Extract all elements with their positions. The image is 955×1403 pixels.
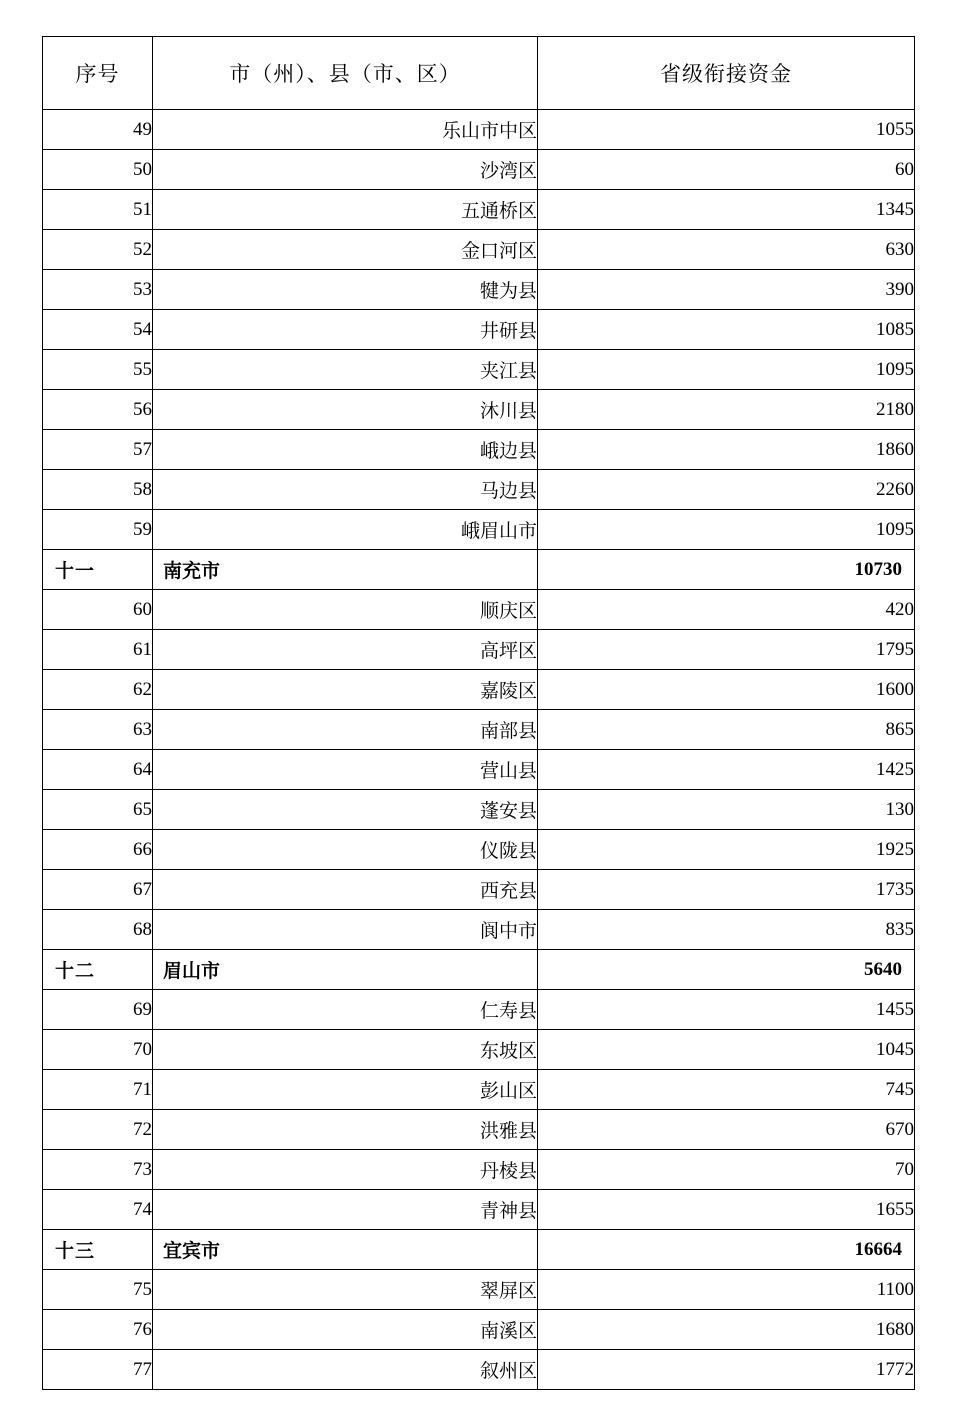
table-row — [43, 350, 915, 390]
cell-region-name: 沐川县 — [153, 390, 538, 430]
cell-region-name: 仪陇县 — [153, 830, 538, 870]
cell-region-name: 翠屏区 — [153, 1270, 538, 1310]
table-row — [43, 1270, 915, 1310]
cell-fund-amount: 670 — [538, 1110, 915, 1150]
cell-index: 73 — [43, 1150, 153, 1190]
cell-fund-amount: 1772 — [538, 1350, 915, 1390]
cell-index: 70 — [43, 1030, 153, 1070]
cell-index: 56 — [43, 390, 153, 430]
table-row — [43, 830, 915, 870]
table-row — [43, 310, 915, 350]
table-row — [43, 630, 915, 670]
cell-fund-amount: 420 — [538, 590, 915, 630]
cell-fund-amount: 1795 — [538, 630, 915, 670]
table-row — [43, 270, 915, 310]
table-row — [43, 1150, 915, 1190]
cell-fund-amount: 2260 — [538, 470, 915, 510]
cell-region-name: 宜宾市 — [153, 1230, 538, 1270]
table-row — [43, 470, 915, 510]
cell-region-name: 峨边县 — [153, 430, 538, 470]
cell-region-name: 马边县 — [153, 470, 538, 510]
cell-region-name: 洪雅县 — [153, 1110, 538, 1150]
cell-region-name: 乐山市中区 — [153, 110, 538, 150]
table-row — [43, 670, 915, 710]
cell-region-name: 阆中市 — [153, 910, 538, 950]
cell-fund-amount: 130 — [538, 790, 915, 830]
table-row — [43, 750, 915, 790]
cell-fund-amount: 1100 — [538, 1270, 915, 1310]
cell-index: 十三 — [43, 1230, 153, 1270]
cell-fund-amount: 865 — [538, 710, 915, 750]
column-header-index: 序号 — [43, 37, 153, 110]
table-row — [43, 1110, 915, 1150]
table-header-row — [43, 37, 915, 110]
table-row — [43, 150, 915, 190]
cell-index: 76 — [43, 1310, 153, 1350]
cell-region-name: 顺庆区 — [153, 590, 538, 630]
table-row — [43, 790, 915, 830]
cell-region-name: 夹江县 — [153, 350, 538, 390]
cell-region-name: 南充市 — [153, 550, 538, 590]
cell-region-name: 眉山市 — [153, 950, 538, 990]
table-row — [43, 190, 915, 230]
cell-index: 71 — [43, 1070, 153, 1110]
table-row — [43, 110, 915, 150]
cell-region-name: 南部县 — [153, 710, 538, 750]
column-header-name: 市（州）、县（市、区） — [153, 37, 538, 110]
cell-index: 72 — [43, 1110, 153, 1150]
cell-index: 63 — [43, 710, 153, 750]
cell-index: 75 — [43, 1270, 153, 1310]
table-row — [43, 590, 915, 630]
table-row — [43, 710, 915, 750]
cell-index: 54 — [43, 310, 153, 350]
cell-fund-amount: 1735 — [538, 870, 915, 910]
cell-index: 77 — [43, 1350, 153, 1390]
cell-region-name: 南溪区 — [153, 1310, 538, 1350]
cell-region-name: 营山县 — [153, 750, 538, 790]
table-row — [43, 990, 915, 1030]
table-row — [43, 1070, 915, 1110]
cell-index: 51 — [43, 190, 153, 230]
table-group-row — [43, 1230, 915, 1270]
cell-index: 65 — [43, 790, 153, 830]
cell-region-name: 丹棱县 — [153, 1150, 538, 1190]
table-row — [43, 510, 915, 550]
cell-fund-amount: 1085 — [538, 310, 915, 350]
cell-region-name: 仁寿县 — [153, 990, 538, 1030]
cell-index: 69 — [43, 990, 153, 1030]
cell-region-name: 井研县 — [153, 310, 538, 350]
cell-fund-amount: 1095 — [538, 510, 915, 550]
cell-region-name: 叙州区 — [153, 1350, 538, 1390]
cell-fund-amount: 630 — [538, 230, 915, 270]
cell-region-name: 蓬安县 — [153, 790, 538, 830]
cell-index: 60 — [43, 590, 153, 630]
cell-fund-amount: 5640 — [538, 950, 915, 990]
cell-fund-amount: 16664 — [538, 1230, 915, 1270]
cell-fund-amount: 390 — [538, 270, 915, 310]
cell-index: 59 — [43, 510, 153, 550]
cell-region-name: 金口河区 — [153, 230, 538, 270]
cell-index: 61 — [43, 630, 153, 670]
cell-region-name: 峨眉山市 — [153, 510, 538, 550]
cell-region-name: 嘉陵区 — [153, 670, 538, 710]
cell-region-name: 青神县 — [153, 1190, 538, 1230]
cell-index: 52 — [43, 230, 153, 270]
cell-fund-amount: 2180 — [538, 390, 915, 430]
cell-index: 53 — [43, 270, 153, 310]
cell-fund-amount: 60 — [538, 150, 915, 190]
table-row — [43, 230, 915, 270]
cell-index: 74 — [43, 1190, 153, 1230]
cell-fund-amount: 1680 — [538, 1310, 915, 1350]
cell-fund-amount: 70 — [538, 1150, 915, 1190]
cell-region-name: 五通桥区 — [153, 190, 538, 230]
table-group-row — [43, 950, 915, 990]
cell-index: 64 — [43, 750, 153, 790]
table-group-row — [43, 550, 915, 590]
table-body — [43, 110, 915, 1390]
cell-index: 55 — [43, 350, 153, 390]
cell-index: 68 — [43, 910, 153, 950]
cell-fund-amount: 1455 — [538, 990, 915, 1030]
cell-region-name: 高坪区 — [153, 630, 538, 670]
table-row — [43, 390, 915, 430]
column-header-fund: 省级衔接资金 — [538, 37, 915, 110]
cell-index: 57 — [43, 430, 153, 470]
table-row — [43, 910, 915, 950]
cell-region-name: 东坡区 — [153, 1030, 538, 1070]
table-row — [43, 1190, 915, 1230]
cell-fund-amount: 1655 — [538, 1190, 915, 1230]
cell-index: 66 — [43, 830, 153, 870]
table-row — [43, 1310, 915, 1350]
cell-index: 49 — [43, 110, 153, 150]
cell-region-name: 沙湾区 — [153, 150, 538, 190]
cell-region-name: 彭山区 — [153, 1070, 538, 1110]
cell-fund-amount: 1095 — [538, 350, 915, 390]
cell-index: 十一 — [43, 550, 153, 590]
table-row — [43, 870, 915, 910]
cell-index: 62 — [43, 670, 153, 710]
cell-fund-amount: 745 — [538, 1070, 915, 1110]
cell-region-name: 犍为县 — [153, 270, 538, 310]
cell-fund-amount: 1600 — [538, 670, 915, 710]
cell-fund-amount: 1345 — [538, 190, 915, 230]
cell-fund-amount: 10730 — [538, 550, 915, 590]
table-row — [43, 1350, 915, 1390]
table-row — [43, 430, 915, 470]
cell-index: 58 — [43, 470, 153, 510]
cell-index: 67 — [43, 870, 153, 910]
cell-fund-amount: 1425 — [538, 750, 915, 790]
cell-fund-amount: 1055 — [538, 110, 915, 150]
cell-index: 50 — [43, 150, 153, 190]
cell-fund-amount: 1860 — [538, 430, 915, 470]
cell-index: 十二 — [43, 950, 153, 990]
cell-region-name: 西充县 — [153, 870, 538, 910]
fund-allocation-table — [42, 36, 915, 1390]
cell-fund-amount: 1045 — [538, 1030, 915, 1070]
cell-fund-amount: 835 — [538, 910, 915, 950]
table-row — [43, 1030, 915, 1070]
table-header — [43, 37, 915, 110]
cell-fund-amount: 1925 — [538, 830, 915, 870]
